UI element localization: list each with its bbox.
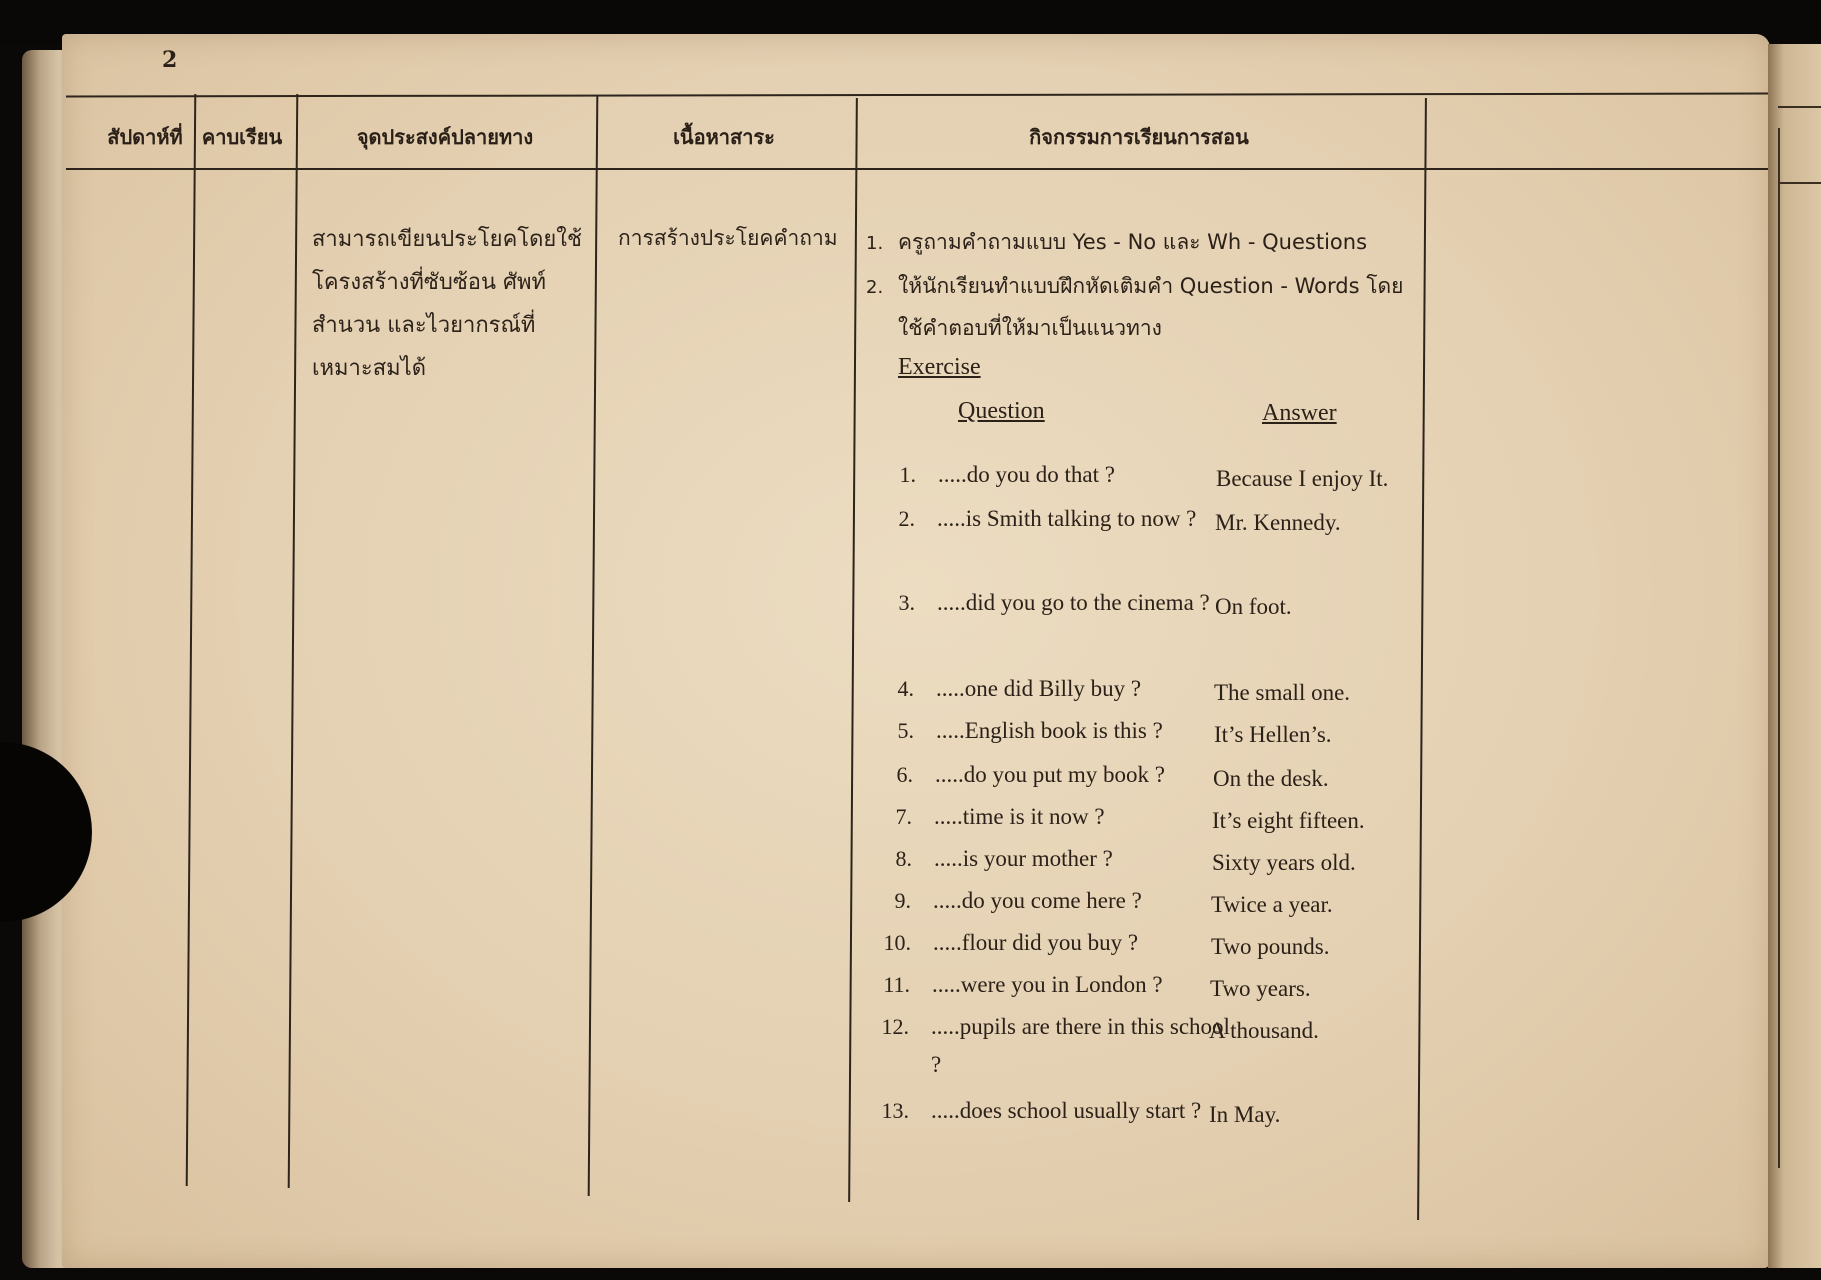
- exercise-number: 6.: [896, 762, 913, 787]
- step-text: ให้นักเรียนทำแบบฝึกหัดเติมคำ Question - Words โดย: [898, 274, 1404, 298]
- exercise-number: 4.: [897, 676, 914, 701]
- exercise-question: .....time is it now ?: [934, 804, 1105, 829]
- exercise-answer: Twice a year.: [1211, 892, 1333, 917]
- exercise-number: 8.: [895, 846, 912, 871]
- adjacent-page-rule: [1778, 128, 1780, 1168]
- exercise-title: Exercise: [898, 354, 981, 380]
- exercise-question: .....do you do that ?: [938, 462, 1115, 487]
- exercise-question: .....do you come here ?: [933, 888, 1142, 913]
- exercise-number: 11.: [883, 972, 910, 997]
- page-number: 2: [162, 47, 178, 73]
- exercise-answer: It’s Hellen’s.: [1214, 722, 1332, 747]
- exercise-number: 7.: [895, 804, 912, 829]
- activity-step-2-continued: ใช้คำตอบที่ให้มาเป็นแนวทาง: [898, 316, 1162, 340]
- adjacent-page-rule: [1778, 182, 1821, 184]
- exercise-number: 3.: [898, 590, 915, 615]
- exercise-number: 5.: [897, 718, 914, 743]
- exercise-answer: Sixty years old.: [1212, 850, 1356, 875]
- activity-step-2: [866, 270, 1426, 303]
- question-column-header: Question: [958, 398, 1045, 424]
- exercise-answer: The small one.: [1214, 680, 1351, 705]
- step-number: 1.: [866, 233, 884, 254]
- exercise-answer: Two pounds.: [1211, 934, 1330, 959]
- exercise-number: 13.: [881, 1098, 909, 1123]
- exercise-question: .....is your mother ?: [934, 846, 1113, 871]
- exercise-number: 2.: [898, 506, 915, 531]
- header-objective: จุดประสงค์ปลายทาง: [356, 125, 534, 149]
- adjacent-page-edge: [1768, 44, 1821, 1268]
- exercise-answer: Two years.: [1210, 976, 1311, 1001]
- header-content: เนื้อหาสาระ: [673, 125, 775, 149]
- objective-line: โครงสร้างที่ซับซ้อน ศัพท์: [312, 270, 546, 295]
- exercise-question: .....one did Billy buy ?: [936, 676, 1142, 701]
- exercise-question: .....do you put my book ?: [935, 762, 1165, 787]
- exercise-answer: On foot.: [1215, 594, 1292, 619]
- exercise-question: .....flour did you buy ?: [933, 930, 1139, 955]
- exercise-question: .....were you in London ?: [932, 972, 1163, 997]
- objective-line: สำนวน และไวยากรณ์ที่: [312, 313, 536, 338]
- exercise-number: 1.: [899, 462, 916, 487]
- exercise-question: .....pupils are there in this school ?: [931, 1014, 1230, 1077]
- header-week: สัปดาห์ที่: [107, 125, 183, 149]
- content-text: การสร้างประโยคคำถาม: [618, 226, 838, 250]
- exercise-answer: It’s eight fifteen.: [1212, 808, 1365, 833]
- objective-line: เหมาะสมได้: [312, 356, 426, 381]
- header-period: คาบเรียน: [201, 125, 283, 149]
- objective-line: สามารถเขียนประโยคโดยใช้: [312, 227, 582, 252]
- exercise-question: .....English book is this ?: [936, 718, 1163, 743]
- activity-step-1: [866, 226, 1426, 259]
- table-header-rule: [66, 168, 1768, 170]
- exercise-number: 9.: [894, 888, 911, 913]
- exercise-question: .....does school usually start ?: [931, 1098, 1202, 1123]
- exercise-question: .....did you go to the cinema ?: [937, 590, 1210, 615]
- exercise-answer: A thousand.: [1209, 1018, 1319, 1043]
- exercise-answer: Because I enjoy It.: [1216, 466, 1389, 491]
- objective-text: [312, 218, 602, 390]
- answer-column-header: Answer: [1262, 400, 1337, 426]
- exercise-number: 10.: [883, 930, 911, 955]
- exercise-number: 12.: [881, 1014, 909, 1039]
- step-number: 2.: [866, 277, 884, 298]
- header-activities: กิจกรรมการเรียนการสอน: [1029, 125, 1249, 149]
- exercise-answer: On the desk.: [1213, 766, 1329, 791]
- step-text: ครูถามคำถามแบบ Yes - No และ Wh - Questions: [898, 230, 1368, 254]
- adjacent-page-rule: [1778, 106, 1821, 108]
- exercise-answer: In May.: [1209, 1102, 1281, 1127]
- exercise-question: .....is Smith talking to now ?: [937, 506, 1197, 531]
- exercise-answer: Mr. Kennedy.: [1215, 510, 1341, 535]
